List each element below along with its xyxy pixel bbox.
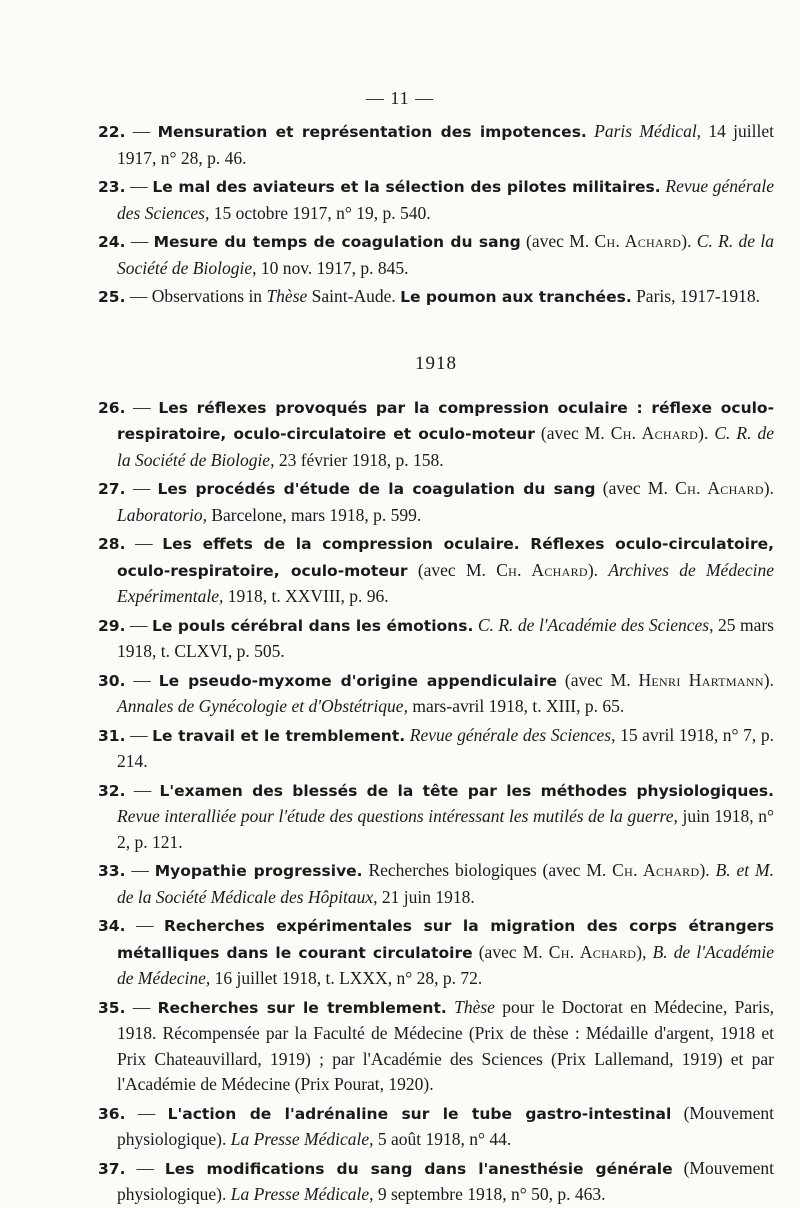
entry-title: Mesure du temps de coagulation du sang (153, 233, 521, 251)
bibliography-entry (98, 476, 774, 528)
entry-title: Recherches expérimentales sur la migration des corps étrangers métalliques dans le courant circulatoire (117, 917, 774, 962)
entry-title: Les effets de la compression oculaire. Réflexes oculo-circulatoire, oculo-respiratoire, oculo-moteur (117, 535, 774, 580)
bibliography-entry (98, 1101, 774, 1153)
entry-text: Saint-Aude. (307, 286, 401, 306)
bibliography-list (98, 119, 774, 1208)
bibliography-entry (98, 174, 774, 226)
entry-text: — (125, 533, 163, 553)
entry-text: — (125, 396, 159, 417)
entry-text: — (125, 724, 153, 745)
entry-number: 22. (98, 123, 126, 141)
entry-title: Les modifications du sang dans l'anesthésie générale (164, 1159, 673, 1178)
entry-title: Myopathie progressive. (154, 862, 363, 880)
entry-text: — (125, 1157, 165, 1178)
entry-source: Revue générale des Sciences, (117, 176, 775, 223)
entry-text: juin 1918, n° 2, p. 121. (117, 806, 774, 852)
entry-text: 15 octobre 1917, n° 19, p. 540. (209, 202, 431, 223)
entry-text: 23 février 1918, p. 158. (274, 449, 444, 470)
entry-text: — (125, 614, 152, 635)
entry-text: 10 nov. 1917, p. 845. (256, 257, 409, 278)
entry-text: — (125, 176, 153, 196)
entry-coauthor: Ch. Achard (612, 860, 700, 880)
entry-number: 25. (98, 288, 126, 306)
entry-text: — (125, 915, 164, 935)
entry-number: 32. (98, 781, 126, 800)
entry-number: 23. (98, 178, 126, 196)
entry-source: Thèse (454, 996, 495, 1017)
entry-source: La Presse Médicale, (230, 1184, 374, 1204)
entry-title: Le pseudo-myxome d'origine appendiculaire (158, 671, 557, 690)
bibliography-entry (98, 395, 774, 474)
entry-text (447, 997, 454, 1017)
entry-title: Le poumon aux tranchées. (400, 288, 632, 306)
entry-source: Laboratorio, (117, 504, 207, 525)
entry-text: — (125, 1102, 168, 1123)
entry-text: (avec M. (556, 669, 639, 690)
entry-coauthor: Ch. Achard (610, 423, 699, 443)
entry-text: — (125, 121, 158, 141)
entry-title: Recherches sur le tremblement. (157, 998, 447, 1017)
entry-source: C. R. de la Société de Biologie, (117, 231, 774, 278)
entry-source: Annales de Gynécologie et d'Obstétrique, (117, 696, 408, 716)
bibliography-entry (98, 778, 774, 856)
bibliography-entry (98, 119, 774, 171)
entry-source: La Presse Médicale, (230, 1129, 374, 1149)
bibliography-entry (98, 531, 774, 610)
bibliography-entry (98, 1156, 774, 1208)
entry-text: pour le Doctorat en Médecine, Paris, 1918. Récompensée par la Faculté de Médecine (Prix de thèse : Médaille d'argent, 1918 et Prix Chateauvillard, 1919) ; par l'Académie des Sciences (Prix Lallemand, 1919) et par l'Académie de Médecine (Prix Pourat, 1920). (117, 996, 775, 1094)
entry-text: Recherches biologiques (avec M. (362, 860, 613, 880)
entry-number: 29. (98, 616, 126, 635)
entry-source: Paris Médical, (594, 121, 702, 141)
entry-coauthor: Ch. Achard (594, 231, 682, 251)
entry-text: — (125, 231, 154, 251)
entry-title: Les réflexes provoqués par la compression oculaire : réflexe oculo-respiratoire, oculo-circulatoire et oculo-moteur (117, 398, 775, 443)
entry-text: — (125, 478, 158, 498)
entry-text: (avec M. (520, 231, 595, 251)
entry-number: 35. (98, 998, 126, 1017)
entry-title: Le pouls cérébral dans les émotions. (151, 616, 474, 635)
entry-source: Revue générale des Sciences, (409, 724, 616, 745)
entry-text: 15 avril 1918, n° 7, p. 214. (117, 724, 775, 771)
bibliography-entry (98, 668, 774, 720)
entry-text: (avec M. (472, 941, 549, 962)
entry-text: ). (681, 231, 697, 251)
page-number: — 11 — (365, 88, 435, 108)
entry-text: Barcelone, mars 1918, p. 599. (206, 504, 422, 525)
entry-text: (Mouvement physiologique). (117, 1157, 774, 1204)
bibliography-entry (98, 723, 774, 775)
bibliography-entry (98, 995, 774, 1098)
entry-number: 34. (98, 917, 126, 935)
entry-coauthor: Ch. Achard (496, 559, 588, 580)
bibliography-entry (98, 229, 774, 281)
entry-number: 26. (98, 398, 126, 417)
entry-text: 14 juillet 1917, n° 28, p. 46. (117, 121, 774, 168)
entry-text: 5 août 1918, n° 44. (373, 1129, 512, 1149)
entry-text: 21 juin 1918. (377, 886, 475, 907)
entry-source: Archives de Médecine Expérimentale, (117, 559, 774, 606)
entry-source: Revue interalliée pour l'étude des questions intéressant les mutilés de la guerre, (117, 806, 678, 826)
entry-text: — (125, 779, 160, 800)
entry-text: (avec M. (534, 423, 611, 443)
entry-number: 37. (98, 1159, 126, 1178)
entry-text: Paris, 1917-1918. (631, 286, 761, 306)
entry-source: B. et M. de la Société Médicale des Hôpitaux, (117, 860, 774, 907)
entry-source: C. R. de l'Académie des Sciences, (477, 614, 714, 635)
entry-text: — (125, 996, 158, 1017)
entry-text: 1918, t. XXVIII, p. 96. (223, 586, 389, 606)
entry-title: Mensuration et représentation des impotences. (157, 123, 587, 141)
bibliography-entry (98, 913, 774, 992)
bibliography-entry (98, 858, 774, 910)
bibliography-entry (98, 284, 774, 311)
entry-number: 31. (98, 726, 126, 745)
entry-title: Les procédés d'étude de la coagulation du sang (157, 480, 596, 498)
entry-number: 36. (98, 1104, 126, 1123)
entry-number: 33. (98, 862, 126, 880)
entry-title: L'action de l'adrénaline sur le tube gastro-intestinal (167, 1104, 672, 1123)
entry-text: (Mouvement physiologique). (117, 1102, 775, 1149)
entry-text: ). (763, 669, 774, 690)
entry-source: Thèse (266, 286, 308, 306)
entry-text: 25 mars 1918, t. CLXVI, p. 505. (117, 614, 774, 661)
entry-title: Le mal des aviateurs et la sélection des pilotes militaires. (152, 178, 661, 196)
entry-title: L'examen des blessés de la tête par les méthodes physiologiques. (159, 781, 774, 800)
entry-text: ). (699, 860, 716, 880)
entry-text: ). (587, 559, 609, 580)
entry-coauthor: Ch. Achard (548, 941, 637, 962)
year-heading: 1918 (415, 352, 457, 374)
entry-number: 30. (98, 671, 126, 690)
entry-text: (avec M. (595, 478, 676, 498)
bibliography-entry (98, 613, 774, 665)
entry-text: 16 juillet 1918, t. LXXX, n° 28, p. 72. (210, 968, 483, 988)
entry-title: Le travail et le tremblement. (152, 726, 406, 745)
entry-text: (avec M. (407, 559, 497, 580)
entry-number: 28. (98, 535, 126, 553)
entry-source: C. R. de la Société de Biologie, (117, 423, 774, 470)
entry-text: mars-avril 1918, t. XIII, p. 65. (407, 696, 625, 716)
entry-number: 27. (98, 480, 126, 498)
entry-text: ). (763, 478, 774, 498)
entry-text: ), (636, 941, 653, 962)
entry-text: — (125, 669, 159, 690)
entry-coauthor: Henri Hartmann (638, 669, 764, 690)
entry-coauthor: Ch. Achard (675, 478, 764, 498)
entry-source: B. de l'Académie de Médecine, (117, 941, 775, 988)
entry-text: 9 septembre 1918, n° 50, p. 463. (373, 1184, 606, 1204)
entry-number: 24. (98, 233, 126, 251)
entry-text: — Observations in (125, 286, 267, 306)
entry-text: — (125, 860, 155, 880)
entry-text: ). (698, 423, 715, 443)
